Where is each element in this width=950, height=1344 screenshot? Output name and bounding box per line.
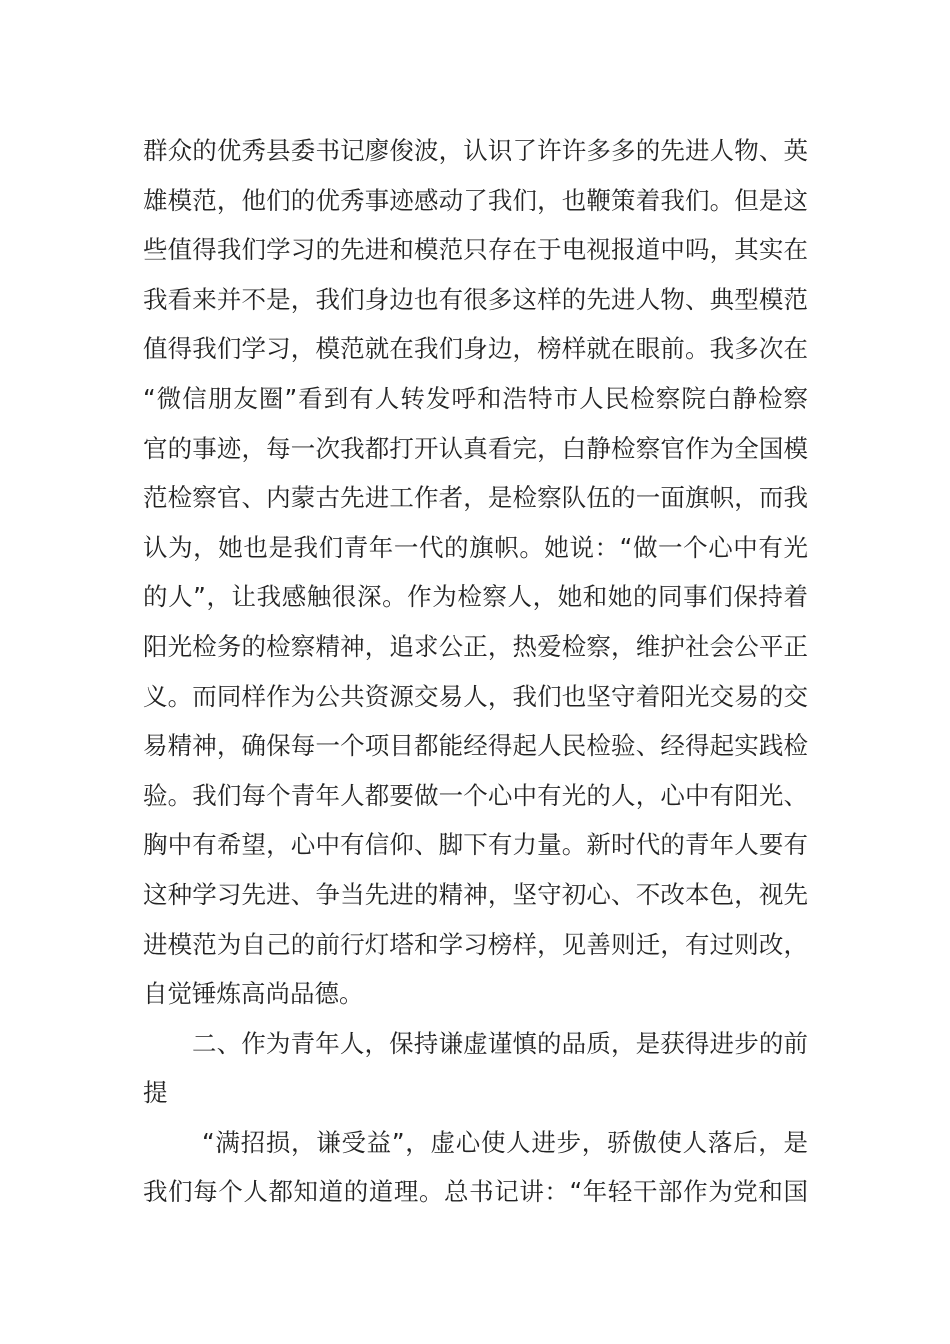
text-line: 些值得我们学习的先进和模范只存在于电视报道中吗，其实在 xyxy=(143,235,808,265)
text-line: 易精神，确保每一个项目都能经得起人民检验、经得起实践检 xyxy=(143,731,808,761)
text-line: 范检察官、内蒙古先进工作者，是检察队伍的一面旗帜，而我 xyxy=(143,483,808,513)
text-line: 官的事迹，每一次我都打开认真看完，白静检察官作为全国模 xyxy=(143,433,808,463)
text-line: 雄模范，他们的优秀事迹感动了我们，也鞭策着我们。但是这 xyxy=(143,185,808,215)
text-line: 阳光检务的检察精神，追求公正，热爱检察，维护社会公平正 xyxy=(143,631,808,661)
text-line: 义。而同样作为公共资源交易人，我们也坚守着阳光交易的交 xyxy=(143,681,808,711)
text-line: “微信朋友圈”看到有人转发呼和浩特市人民检察院白静检察 xyxy=(143,383,808,413)
text-line: 认为，她也是我们青年一代的旗帜。她说：“做一个心中有光 xyxy=(143,532,808,562)
text-line: 我看来并不是，我们身边也有很多这样的先进人物、典型模范 xyxy=(143,284,808,314)
text-line: 的人”，让我感触很深。作为检察人，她和她的同事们保持着 xyxy=(143,582,808,612)
text-line: 我们每个人都知道的道理。总书记讲：“年轻干部作为党和国 xyxy=(143,1177,808,1207)
paragraph-1 xyxy=(143,126,808,1019)
heading-line: 提 xyxy=(143,1078,168,1108)
text-line: 胸中有希望，心中有信仰、脚下有力量。新时代的青年人要有 xyxy=(143,830,808,860)
text-line: 验。我们每个青年人都要做一个心中有光的人，心中有阳光、 xyxy=(143,780,808,810)
text-line: 群众的优秀县委书记廖俊波，认识了许许多多的先进人物、英 xyxy=(143,136,808,165)
text-line: 进模范为自己的前行灯塔和学习榜样，见善则迁，有过则改， xyxy=(143,929,808,959)
text-line: 值得我们学习，模范就在我们身边，榜样就在眼前。我多次在 xyxy=(143,334,808,364)
paragraph-2 xyxy=(143,1118,808,1217)
section-heading-2 xyxy=(143,1019,808,1118)
document-body xyxy=(143,126,808,1217)
text-line: 这种学习先进、争当先进的精神，坚守初心、不改本色，视先 xyxy=(143,879,808,909)
text-line: “满招损，谦受益”，虚心使人进步，骄傲使人落后，是 xyxy=(202,1127,808,1157)
heading-line: 二、作为青年人，保持谦虚谨慎的品质，是获得进步的前 xyxy=(192,1028,808,1058)
text-line: 自觉锤炼高尚品德。 xyxy=(143,979,364,1009)
